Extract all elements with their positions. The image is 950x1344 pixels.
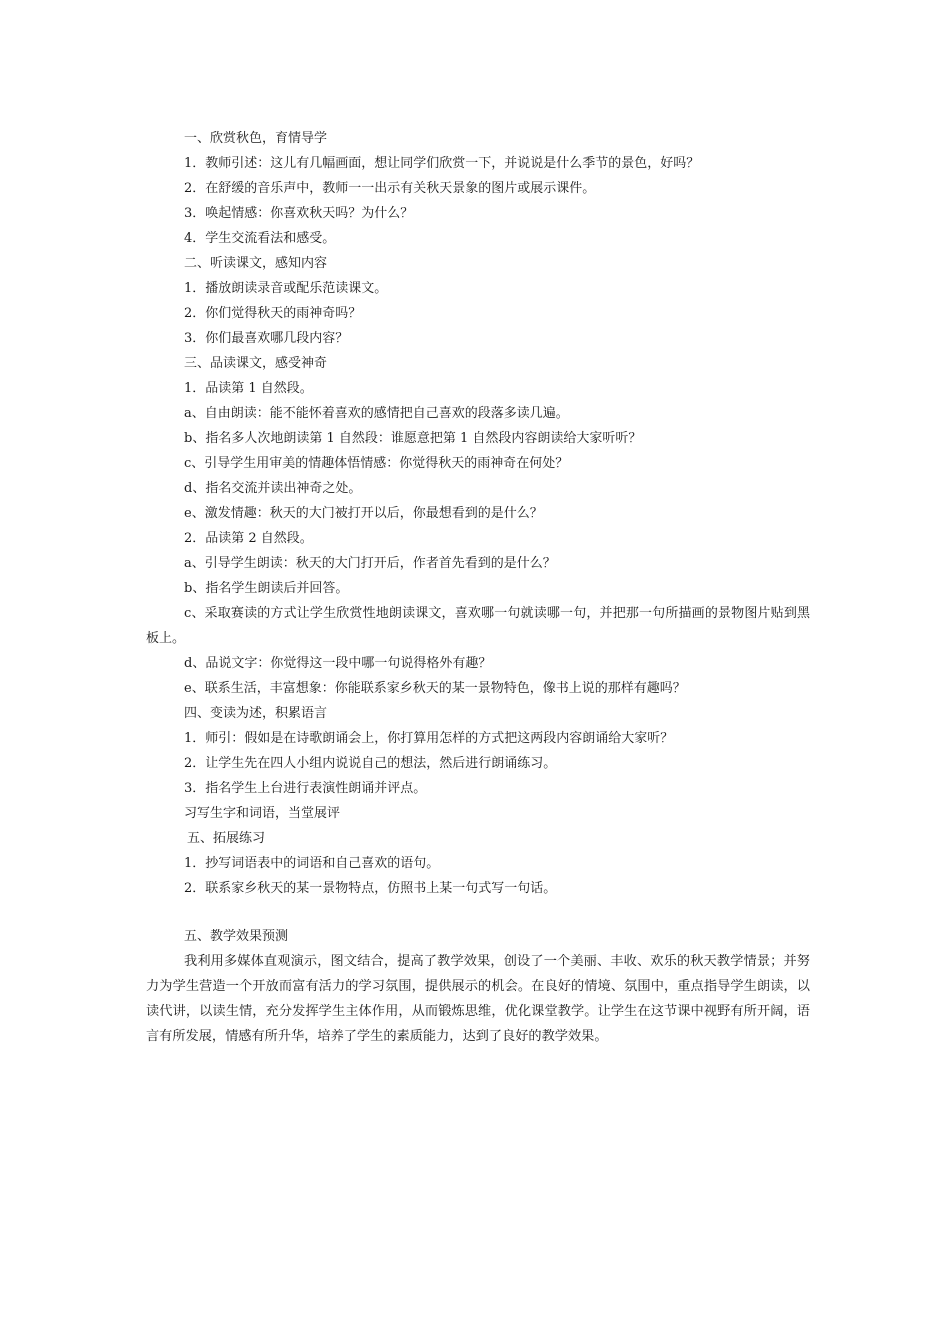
text-line: e、联系生活，丰富想象：你能联系家乡秋天的某一景物特色，像书上说的那样有趣吗？ <box>184 681 686 696</box>
text-line: c、引导学生用审美的情趣体悟情感：你觉得秋天的雨神奇在何处？ <box>184 456 569 471</box>
spacer <box>146 901 810 924</box>
text-line: 五、拓展练习 <box>187 831 266 846</box>
text-line: 3．指名学生上台进行表演性朗诵并评点。 <box>184 781 427 796</box>
text-line: d、品说文字：你觉得这一段中哪一句说得格外有趣？ <box>184 656 492 671</box>
text-line: 1．播放朗读录音或配乐范读课文。 <box>184 281 388 296</box>
text-line: d、指名交流并读出神奇之处。 <box>184 481 362 496</box>
paragraph-step-c: c、采取赛读的方式让学生欣赏性地朗读课文，喜欢哪一句就读哪一句，并把那一句所描画的景物图片贴到黑板上。 <box>146 606 810 646</box>
text-line: a、引导学生朗读：秋天的大门打开后，作者首先看到的是什么？ <box>184 556 556 571</box>
text-line: b、指名多人次地朗读第 1 自然段：谁愿意把第 1 自然段内容朗读给大家听听？ <box>184 431 642 446</box>
text-line: 1．品读第 1 自然段。 <box>184 381 313 396</box>
text-line: b、指名学生朗读后并回答。 <box>184 581 349 596</box>
text-line: 1．师引：假如是在诗歌朗诵会上，你打算用怎样的方式把这两段内容朗诵给大家听？ <box>184 731 674 746</box>
text-line: e、激发情趣：秋天的大门被打开以后，你最想看到的是什么？ <box>184 506 543 521</box>
text-line: 3．唤起情感：你喜欢秋天吗？为什么？ <box>184 206 414 221</box>
lesson-steps-part2 <box>146 651 810 901</box>
text-line: 1．抄写词语表中的词语和自己喜欢的语句。 <box>184 856 440 871</box>
lesson-steps-part1 <box>146 126 810 601</box>
text-line: 2．让学生先在四人小组内说说自己的想法，然后进行朗诵练习。 <box>184 756 557 771</box>
text-line: 2．联系家乡秋天的某一景物特点，仿照书上某一句式写一句话。 <box>184 881 557 896</box>
text-line: 习写生字和词语，当堂展评 <box>184 806 341 821</box>
text-line: 1．教师引述：这儿有几幅画面，想让同学们欣赏一下，并说说是什么季节的景色，好吗？ <box>184 156 700 171</box>
text-line: 二、听读课文，感知内容 <box>184 256 328 271</box>
text-line: 3．你们最喜欢哪几段内容？ <box>184 331 349 346</box>
text-line: 四、变读为述，积累语言 <box>184 706 328 721</box>
text-line: 2．在舒缓的音乐声中，教师一一出示有关秋天景象的图片或展示课件。 <box>184 181 596 196</box>
text-line: 4．学生交流看法和感受。 <box>184 231 336 246</box>
text-line: 2．你们觉得秋天的雨神奇吗？ <box>184 306 362 321</box>
section5-title: 五、教学效果预测 <box>184 929 289 944</box>
section5-body: 我利用多媒体直观演示，图文结合，提高了教学效果，创设了一个美丽、丰收、欢乐的秋天教学情景；并努力为学生营造一个开放而富有活力的学习氛围，提供展示的机会。在良好的情境、氛围中，重点指导学生朗读，以读代讲，以读生情，充分发挥学生主体作用，从而锻炼思维，优化课堂教学。让学生在这节课中视野有所开阔，语言有所发展，情感有所升华，培养了学生的素质能力，达到了良好的教学效果。 <box>146 954 810 1044</box>
document-page <box>146 126 810 1049</box>
text-line: 三、品读课文，感受神奇 <box>184 356 328 371</box>
text-line: 2．品读第 2 自然段。 <box>184 531 313 546</box>
text-line: a、自由朗读：能不能怀着喜欢的感情把自己喜欢的段落多读几遍。 <box>184 406 569 421</box>
text-line: 一、欣赏秋色，育情导学 <box>184 131 328 146</box>
